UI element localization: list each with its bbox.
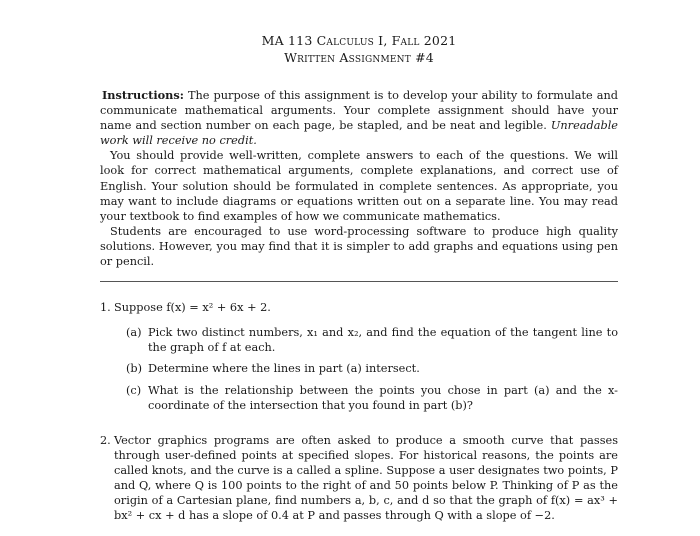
instructions-section [100,88,618,269]
part-text: Determine where the lines in part (a) intersect. [148,362,420,376]
part-label: (a) [126,326,142,340]
instructions-text: The purpose of this assignment is to develop your ability to formulate and communicate mathematical arguments. Your complete assignment should have your name and section number on each page, be stapled, and be neat and legible. [100,89,618,133]
instructions-label: Instructions: [102,88,184,102]
part-text: What is the relationship between the points you chose in part (a) and the x-coordinate of the intersection that you found in part (b)? [148,383,618,412]
document-header [100,0,618,66]
problem-number: 2. [100,433,111,447]
problem-part-b [126,361,618,376]
problem-part-a [126,325,618,355]
problem-parts [114,325,618,412]
problems-list [100,300,618,523]
problem-part-c [126,383,618,413]
instructions-paragraph-2: You should provide well-written, complete answers to each of the questions. We will look for correct mathematical arguments, complete explanations, and correct use of English. Your solution should be formulated in complete sentences. As appropriate, you may want to include diagrams or equations written out on a separate line. You may read your textbook to find examples of how we communicate mathematics. [100,149,618,223]
part-label: (c) [126,383,142,397]
assignment-title: Written Assignment #4 [284,50,434,65]
problem-2 [100,433,618,524]
instructions-paragraph-3: Students are encouraged to use word-processing software to produce high quality solutions. However, you may find that it is simpler to add graphs and equations using pen or pencil. [100,224,618,269]
course-title: MA 113 Calculus I, Fall 2021 [261,33,457,48]
instructions-warning: Unreadable work will receive no credit. [100,119,618,148]
section-divider [100,281,618,282]
problem-text: Vector graphics programs are often asked to produce a smooth curve that passes through user-defined points at specified slopes. For historical reasons, the points are called knots, and the curve is a called a spline. Suppose a user designates two points, P and Q, where Q is 100 points to the right of and 50 points below P. Thinking of P as the origin of a Cartesian plane, find numbers a, b, c, and d so that the graph of f(x) = ax³ + bx² + cx + d has a slope of 0.4 at P and passes through Q with a slope of −2. [114,433,618,523]
part-label: (b) [126,362,143,376]
part-text: Pick two distinct numbers, x₁ and x₂, and find the equation of the tangent line to the graph of f at each. [148,326,618,355]
problem-1 [100,300,618,419]
instructions-paragraph-1 [100,88,618,148]
problem-number: 1. [100,301,111,315]
problem-stem: Suppose f(x) = x² + 6x + 2. [114,301,271,315]
